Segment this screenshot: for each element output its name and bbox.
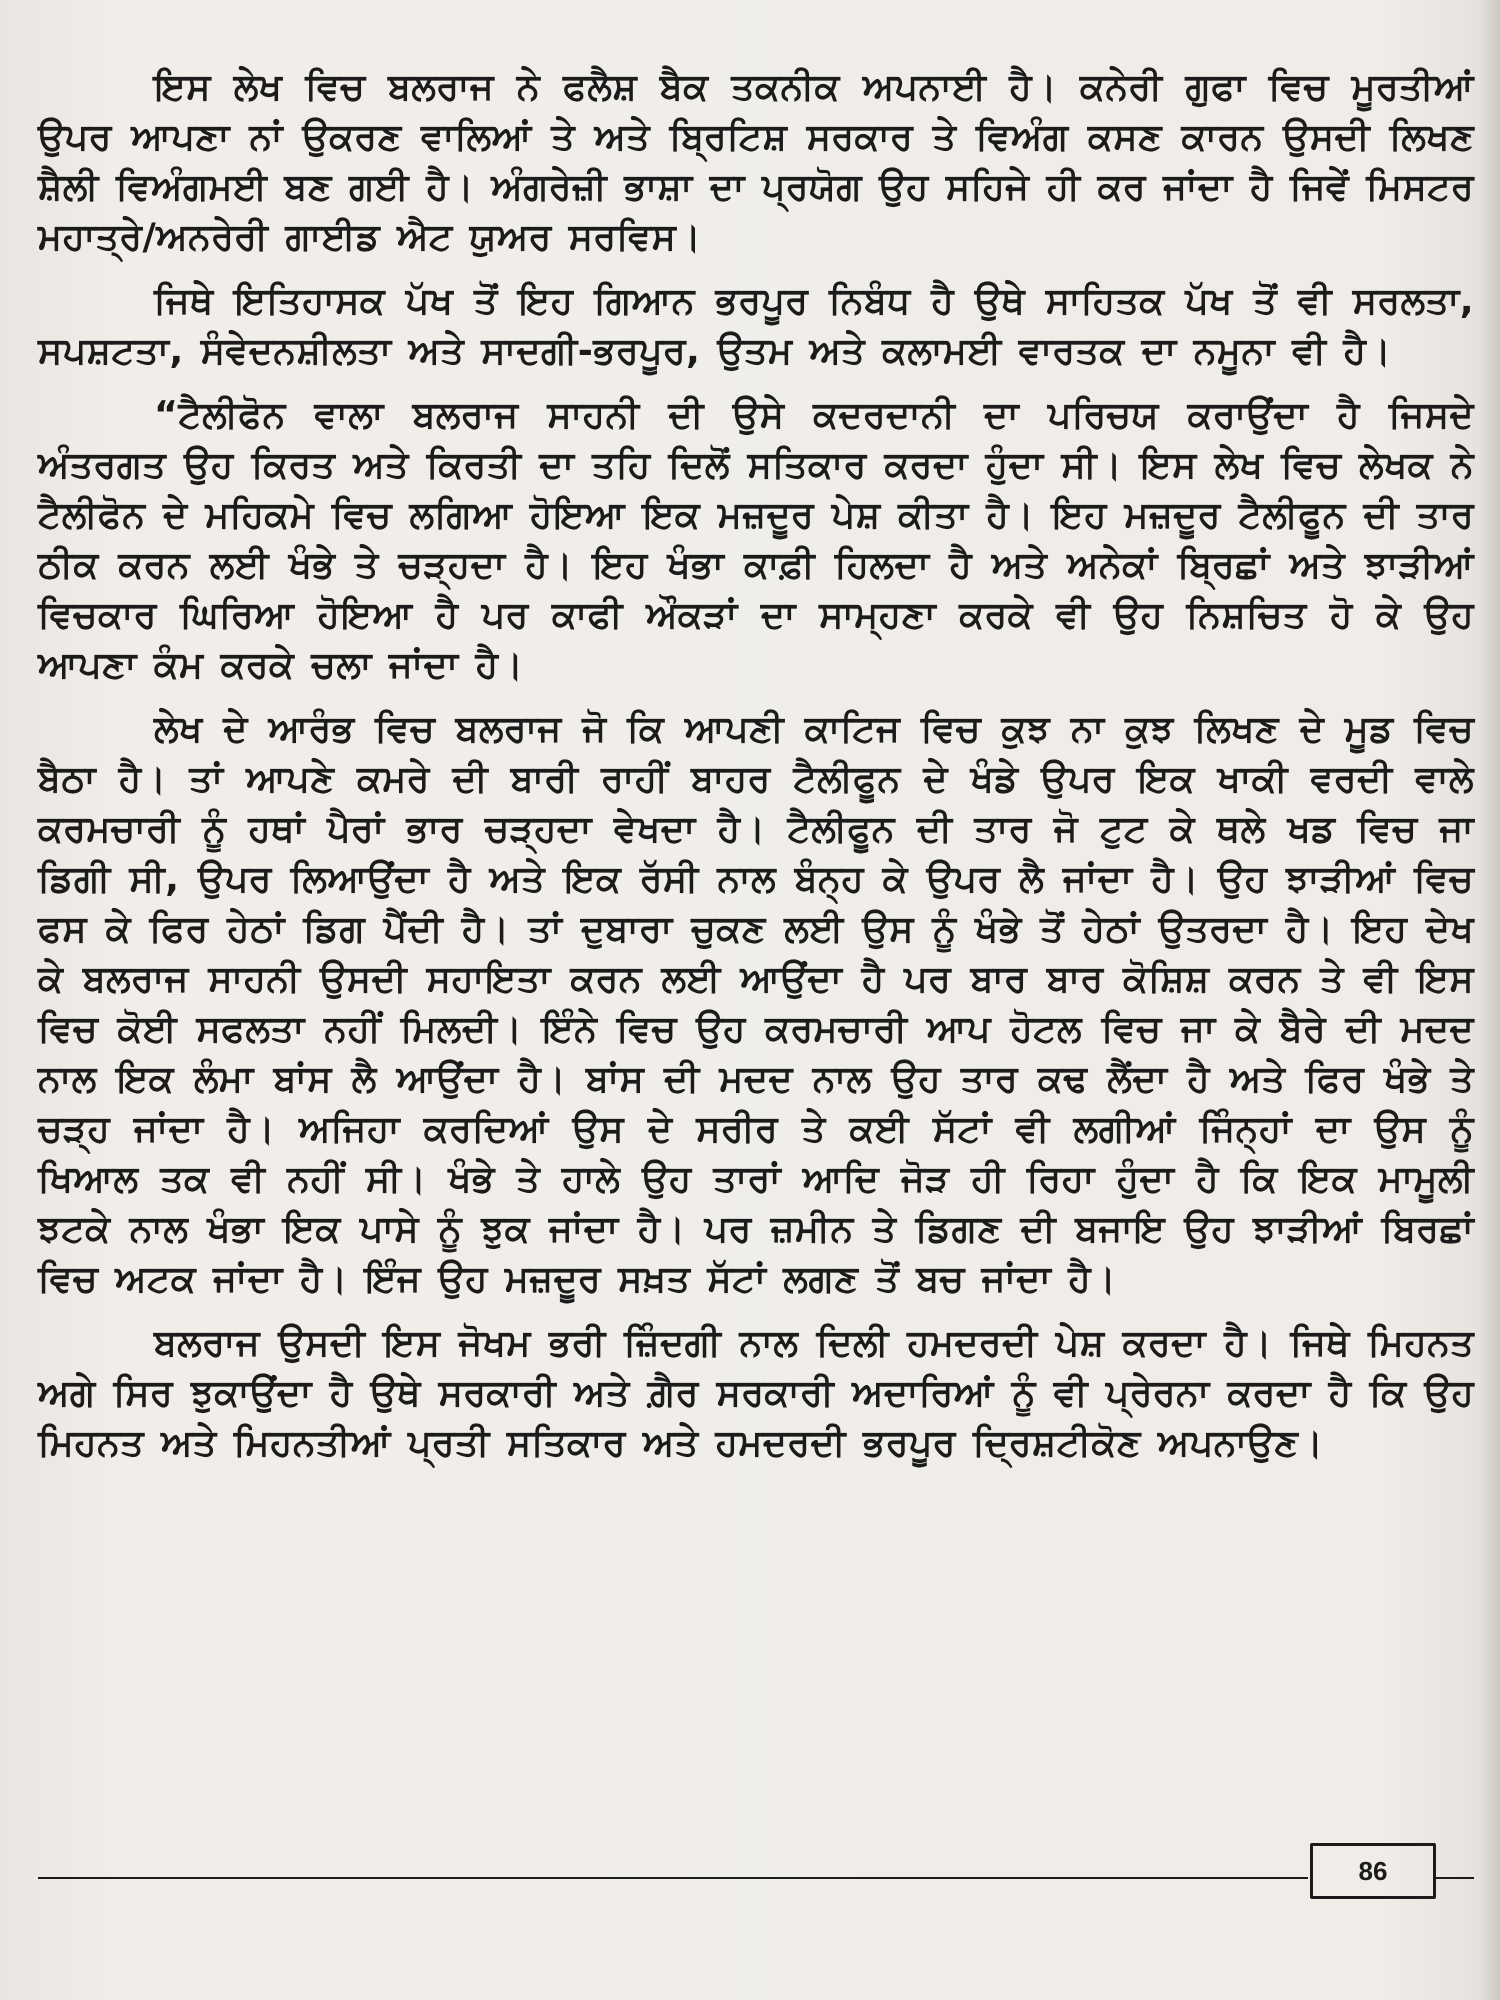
footer-rule: [38, 1877, 1308, 1879]
page-number: 86: [1310, 1843, 1436, 1899]
paragraph: [38, 704, 1474, 1304]
paragraph: [38, 1318, 1474, 1468]
page-footer: [38, 1843, 1474, 1899]
paragraph: [38, 62, 1474, 262]
footer-rule-right: [1436, 1877, 1474, 1879]
paragraph-text: “ਟੈਲੀਫੋਨ ਵਾਲਾ ਬਲਰਾਜ ਸਾਹਨੀ ਦੀ ਉਸੇ ਕਦਰਦਾਨੀ ਦਾ ਪਰਿਚਯ ਕਰਾਉਂਦਾ ਹੈ ਜਿਸਦੇ ਅੰਤਰਗਤ ਉਹ ਕਿਰਤ ਅਤੇ ਕਿਰਤੀ ਦਾ ਤਹਿ ਦਿਲੋਂ ਸਤਿਕਾਰ ਕਰਦਾ ਹੁੰਦਾ ਸੀ। ਇਸ ਲੇਖ ਵਿਚ ਲੇਖਕ ਨੇ ਟੈਲੀਫੋਨ ਦੇ ਮਹਿਕਮੇ ਵਿਚ ਲਗਿਆ ਹੋਇਆ ਇਕ ਮਜ਼ਦੂਰ ਪੇਸ਼ ਕੀਤਾ ਹੈ। ਇਹ ਮਜ਼ਦੂਰ ਟੈਲੀਫੂਨ ਦੀ ਤਾਰ ਠੀਕ ਕਰਨ ਲਈ ਖੰਭੇ ਤੇ ਚੜ੍ਹਦਾ ਹੈ। ਇਹ ਖੰਭਾ ਕਾਫ਼ੀ ਹਿਲਦਾ ਹੈ ਅਤੇ ਅਨੇਕਾਂ ਬ੍ਰਿਛਾਂ ਅਤੇ ਝਾੜੀਆਂ ਵਿਚਕਾਰ ਘਿਰਿਆ ਹੋਇਆ ਹੈ ਪਰ ਕਾਫੀ ਔਕੜਾਂ ਦਾ ਸਾਮ੍ਹਣਾ ਕਰਕੇ ਵੀ ਉਹ ਨਿਸ਼ਚਿਤ ਹੋ ਕੇ ਉਹ ਆਪਣਾ ਕੰਮ ਕਰਕੇ ਚਲਾ ਜਾਂਦਾ ਹੈ।: [38, 393, 1474, 686]
body-text: [38, 62, 1474, 1482]
paragraph-text: ਲੇਖ ਦੇ ਆਰੰਭ ਵਿਚ ਬਲਰਾਜ ਜੋ ਕਿ ਆਪਣੀ ਕਾਟਿਜ ਵਿਚ ਕੁਝ ਨਾ ਕੁਝ ਲਿਖਣ ਦੇ ਮੂਡ ਵਿਚ ਬੈਠਾ ਹੈ। ਤਾਂ ਆਪਣੇ ਕਮਰੇ ਦੀ ਬਾਰੀ ਰਾਹੀਂ ਬਾਹਰ ਟੈਲੀਫੂਨ ਦੇ ਖੰਡੇ ਉਪਰ ਇਕ ਖਾਕੀ ਵਰਦੀ ਵਾਲੇ ਕਰਮਚਾਰੀ ਨੂੰ ਹਥਾਂ ਪੈਰਾਂ ਭਾਰ ਚੜ੍ਹਦਾ ਵੇਖਦਾ ਹੈ। ਟੈਲੀਫੂਨ ਦੀ ਤਾਰ ਜੋ ਟੁਟ ਕੇ ਥਲੇ ਖਡ ਵਿਚ ਜਾ ਡਿਗੀ ਸੀ, ਉਪਰ ਲਿਆਉਂਦਾ ਹੈ ਅਤੇ ਇਕ ਰੱਸੀ ਨਾਲ ਬੰਨ੍ਹ ਕੇ ਉਪਰ ਲੈ ਜਾਂਦਾ ਹੈ। ਉਹ ਝਾੜੀਆਂ ਵਿਚ ਫਸ ਕੇ ਫਿਰ ਹੇਠਾਂ ਡਿਗ ਪੈਂਦੀ ਹੈ। ਤਾਂ ਦੁਬਾਰਾ ਚੁਕਣ ਲਈ ਉਸ ਨੂੰ ਖੰਭੇ ਤੋਂ ਹੇਠਾਂ ਉਤਰਦਾ ਹੈ। ਇਹ ਦੇਖ ਕੇ ਬਲਰਾਜ ਸਾਹਨੀ ਉਸਦੀ ਸਹਾਇਤਾ ਕਰਨ ਲਈ ਆਉਂਦਾ ਹੈ ਪਰ ਬਾਰ ਬਾਰ ਕੋਸ਼ਿਸ਼ ਕਰਨ ਤੇ ਵੀ ਇਸ ਵਿਚ ਕੋਈ ਸਫਲਤਾ ਨਹੀਂ ਮਿਲਦੀ। ਇੰਨੇ ਵਿਚ ਉਹ ਕਰਮਚਾਰੀ ਆਪ ਹੋਟਲ ਵਿਚ ਜਾ ਕੇ ਬੈਰੇ ਦੀ ਮਦਦ ਨਾਲ ਇਕ ਲੰਮਾ ਬਾਂਸ ਲੈ ਆਉਂਦਾ ਹੈ। ਬਾਂਸ ਦੀ ਮਦਦ ਨਾਲ ਉਹ ਤਾਰ ਕਢ ਲੈਂਦਾ ਹੈ ਅਤੇ ਫਿਰ ਖੰਭੇ ਤੇ ਚੜ੍ਹ ਜਾਂਦਾ ਹੈ। ਅਜਿਹਾ ਕਰਦਿਆਂ ਉਸ ਦੇ ਸਰੀਰ ਤੇ ਕਈ ਸੱਟਾਂ ਵੀ ਲਗੀਆਂ ਜਿੰਨ੍ਹਾਂ ਦਾ ਉਸ ਨੂੰ ਖਿਆਲ ਤਕ ਵੀ ਨਹੀਂ ਸੀ। ਖੰਭੇ ਤੇ ਹਾਲੇ ਉਹ ਤਾਰਾਂ ਆਦਿ ਜੋੜ ਹੀ ਰਿਹਾ ਹੁੰਦਾ ਹੈ ਕਿ ਇਕ ਮਾਮੂਲੀ ਝਟਕੇ ਨਾਲ ਖੰਭਾ ਇਕ ਪਾਸੇ ਨੂੰ ਝੁਕ ਜਾਂਦਾ ਹੈ। ਪਰ ਜ਼ਮੀਨ ਤੇ ਡਿਗਣ ਦੀ ਬਜਾਇ ਉਹ ਝਾੜੀਆਂ ਬਿਰਛਾਂ ਵਿਚ ਅਟਕ ਜਾਂਦਾ ਹੈ। ਇੰਜ ਉਹ ਮਜ਼ਦੂਰ ਸਖ਼ਤ ਸੱਟਾਂ ਲਗਣ ਤੋਂ ਬਚ ਜਾਂਦਾ ਹੈ।: [38, 707, 1474, 1300]
paragraph-text: ਇਸ ਲੇਖ ਵਿਚ ਬਲਰਾਜ ਨੇ ਫਲੈਸ਼ ਬੈਕ ਤਕਨੀਕ ਅਪਨਾਈ ਹੈ। ਕਨੇਰੀ ਗੁਫਾ ਵਿਚ ਮੂਰਤੀਆਂ ਉਪਰ ਆਪਣਾ ਨਾਂ ਉਕਰਣ ਵਾਲਿਆਂ ਤੇ ਅਤੇ ਬ੍ਰਿਟਿਸ਼ ਸਰਕਾਰ ਤੇ ਵਿਅੰਗ ਕਸਣ ਕਾਰਨ ਉਸਦੀ ਲਿਖਣ ਸ਼ੈਲੀ ਵਿਅੰਗਮਈ ਬਣ ਗਈ ਹੈ। ਅੰਗਰੇਜ਼ੀ ਭਾਸ਼ਾ ਦਾ ਪ੍ਰਯੋਗ ਉਹ ਸਹਿਜੇ ਹੀ ਕਰ ਜਾਂਦਾ ਹੈ ਜਿਵੇਂ ਮਿਸਟਰ ਮਹਾਤ੍ਰੇ/ਅਨਰੇਰੀ ਗਾਈਡ ਐਟ ਯੁਅਰ ਸਰਵਿਸ।: [38, 65, 1474, 258]
paragraph-text: ਬਲਰਾਜ ਉਸਦੀ ਇਸ ਜੋਖਮ ਭਰੀ ਜ਼ਿੰਦਗੀ ਨਾਲ ਦਿਲੀ ਹਮਦਰਦੀ ਪੇਸ਼ ਕਰਦਾ ਹੈ। ਜਿਥੇ ਮਿਹਨਤ ਅਗੇ ਸਿਰ ਝੁਕਾਉਂਦਾ ਹੈ ਉਥੇ ਸਰਕਾਰੀ ਅਤੇ ਗ਼ੈਰ ਸਰਕਾਰੀ ਅਦਾਰਿਆਂ ਨੂੰ ਵੀ ਪ੍ਰੇਰਨਾ ਕਰਦਾ ਹੈ ਕਿ ਉਹ ਮਿਹਨਤ ਅਤੇ ਮਿਹਨਤੀਆਂ ਪ੍ਰਤੀ ਸਤਿਕਾਰ ਅਤੇ ਹਮਦਰਦੀ ਭਰਪੂਰ ਦ੍ਰਿਸ਼ਟੀਕੋਣ ਅਪਨਾਉਣ।: [38, 1321, 1474, 1464]
paragraph-text: ਜਿਥੇ ਇਤਿਹਾਸਕ ਪੱਖ ਤੋਂ ਇਹ ਗਿਆਨ ਭਰਪੂਰ ਨਿਬੰਧ ਹੈ ਉਥੇ ਸਾਹਿਤਕ ਪੱਖ ਤੋਂ ਵੀ ਸਰਲਤਾ, ਸਪਸ਼ਟਤਾ, ਸੰਵੇਦਨਸ਼ੀਲਤਾ ਅਤੇ ਸਾਦਗੀ-ਭਰਪੂਰ, ਉਤਮ ਅਤੇ ਕਲਾਮਈ ਵਾਰਤਕ ਦਾ ਨਮੂਨਾ ਵੀ ਹੈ।: [38, 279, 1474, 372]
paragraph: [38, 390, 1474, 690]
paragraph: [38, 276, 1474, 376]
page-edge-shadow: [1478, 0, 1500, 2000]
